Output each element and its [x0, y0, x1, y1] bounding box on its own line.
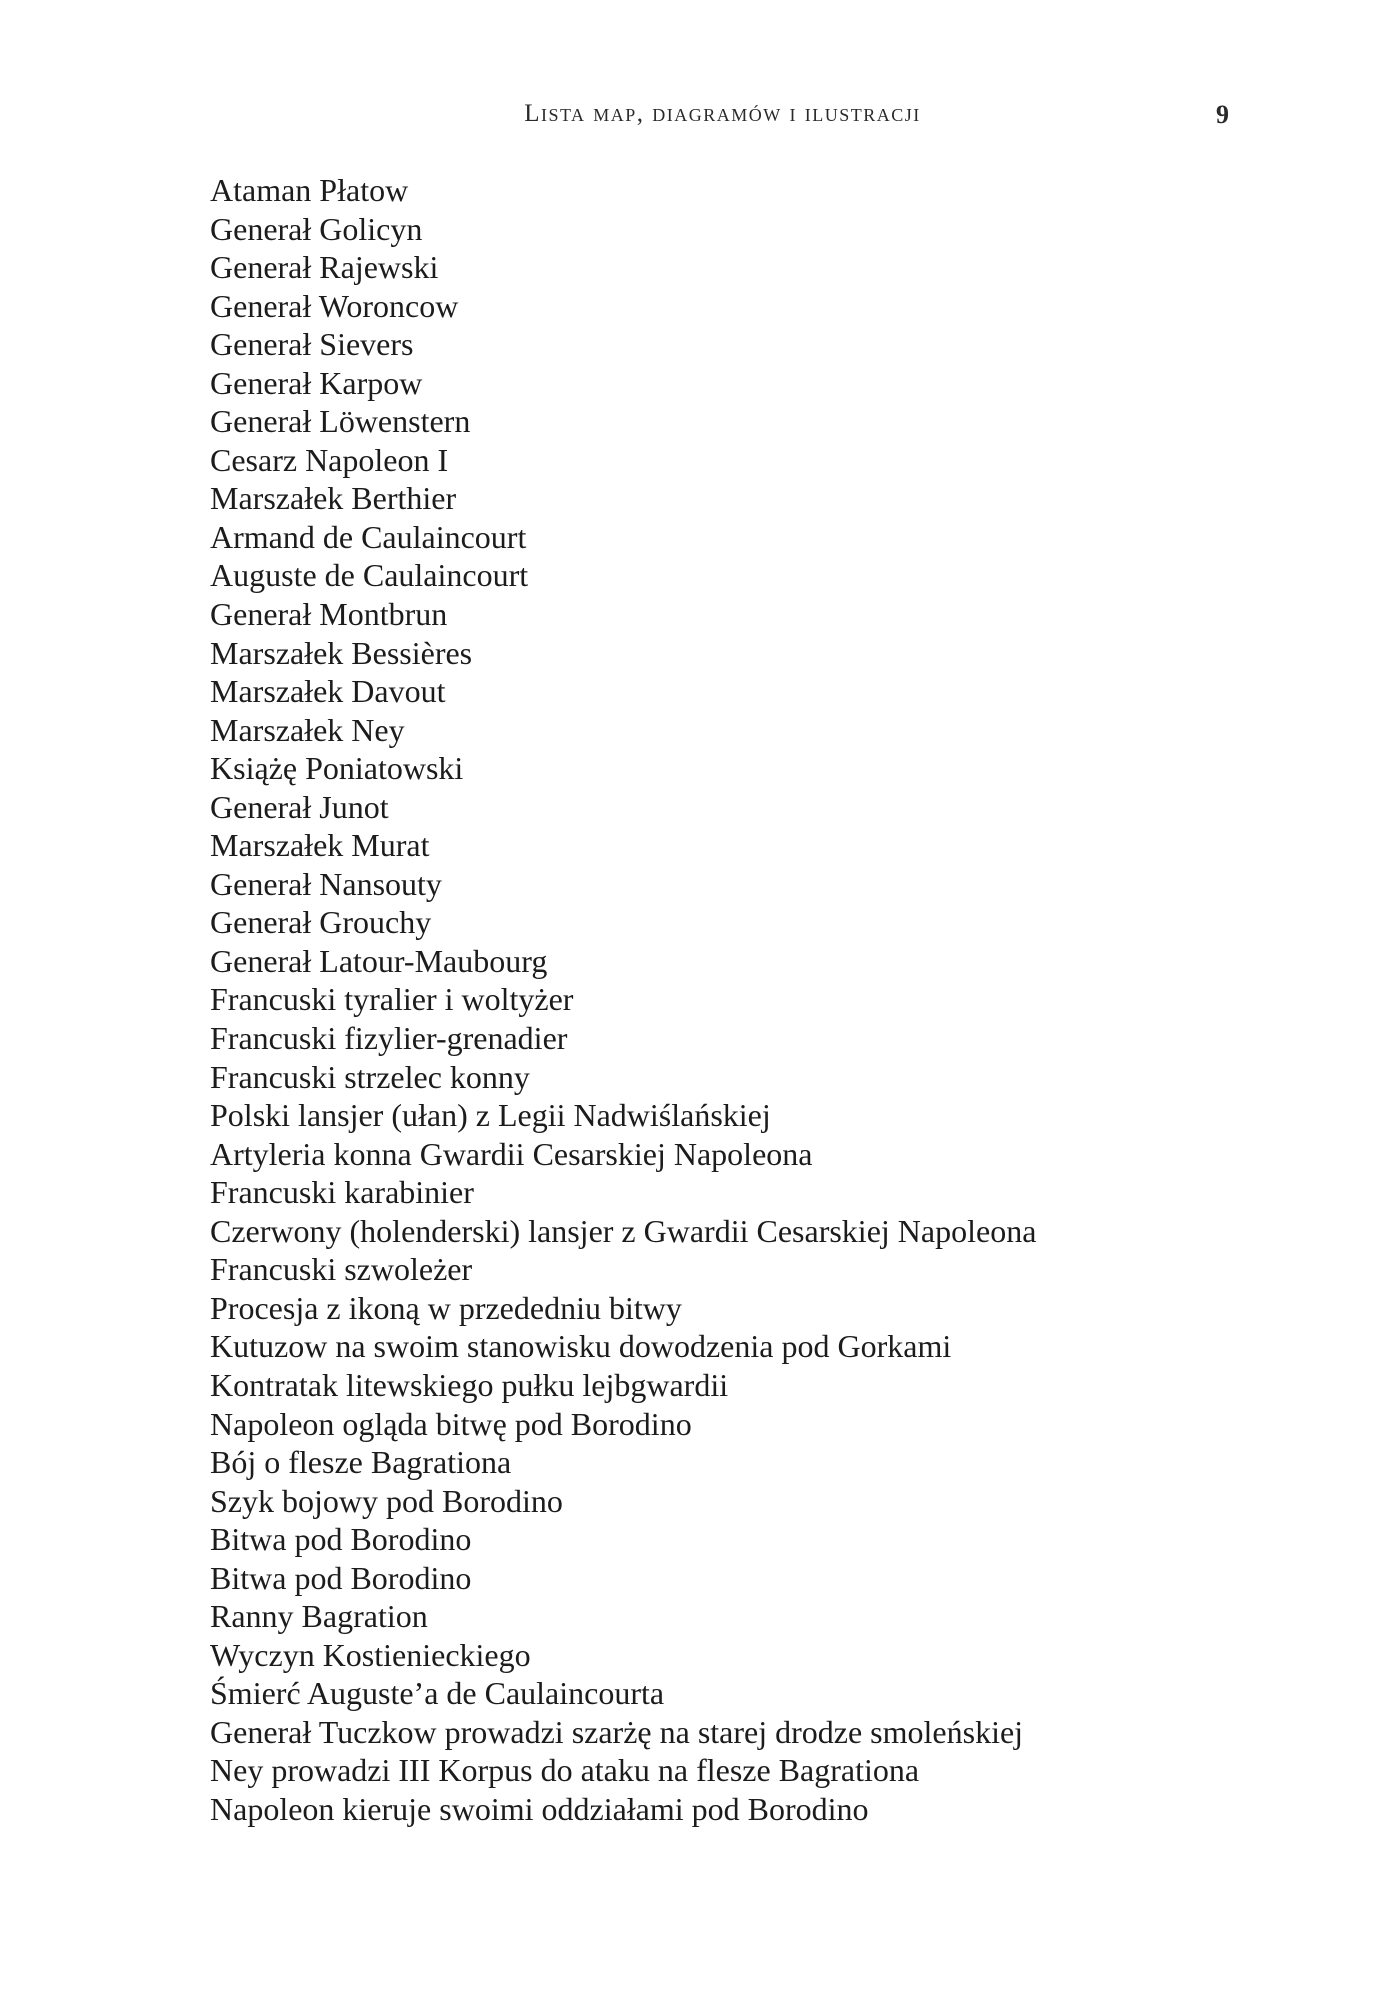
list-item: Francuski fizylier-grenadier: [210, 1020, 568, 1057]
list-item: Generał Junot: [210, 788, 389, 825]
list-item: Śmierć Auguste’a de Caulaincourta: [210, 1675, 665, 1712]
list-item: Generał Montbrun: [210, 596, 448, 633]
list-item: Czerwony (holenderski) lansjer z Gwardii Cesarskiej Napoleona: [210, 1212, 1037, 1249]
list-item: Generał Woroncow: [210, 287, 459, 324]
list-item: Napoleon ogląda bitwę pod Borodino: [210, 1405, 692, 1442]
list-item: Szyk bojowy pod Borodino: [210, 1482, 563, 1519]
list-item: Marszałek Murat: [210, 827, 430, 864]
list-item: Polski lansjer (ułan) z Legii Nadwiślańskiej: [210, 1097, 771, 1134]
list-item: Generał Nansouty: [210, 865, 442, 902]
list-item: Cesarz Napoleon I: [210, 441, 449, 478]
list-item: Książę Poniatowski: [210, 750, 464, 787]
illustration-list: [210, 171, 1210, 1829]
list-item: Kontratak litewskiego pułku lejbgwardii: [210, 1366, 729, 1403]
list-item: Francuski tyralier i woltyżer: [210, 981, 574, 1018]
list-item: Ney prowadzi III Korpus do ataku na flesze Bagrationa: [210, 1752, 920, 1789]
list-item: Generał Löwenstern: [210, 403, 471, 440]
list-item: Wyczyn Kostienieckiego: [210, 1636, 531, 1673]
list-item: Marszałek Berthier: [210, 480, 457, 517]
list-item: Ranny Bagration: [210, 1598, 428, 1635]
list-item: Generał Grouchy: [210, 904, 432, 941]
list-item: Marszałek Bessières: [210, 634, 473, 671]
list-item: Generał Rajewski: [210, 249, 439, 286]
list-item: Procesja z ikoną w przededniu bitwy: [210, 1289, 682, 1326]
list-item: Generał Latour-Maubourg: [210, 942, 548, 979]
list-item: Francuski strzelec konny: [210, 1058, 530, 1095]
running-title: Lista map, diagramów i ilustracji: [524, 100, 921, 127]
list-item: Artyleria konna Gwardii Cesarskiej Napoleona: [210, 1135, 813, 1172]
list-item: Bój o flesze Bagrationa: [210, 1444, 512, 1481]
list-item: Marszałek Ney: [210, 711, 405, 748]
list-item: Ataman Płatow: [210, 172, 409, 208]
list-item: Francuski karabinier: [210, 1174, 474, 1211]
list-item: Generał Tuczkow prowadzi szarżę na starej drodze smoleńskiej: [210, 1713, 1024, 1750]
page-number: 9: [1216, 100, 1229, 129]
list-item: Generał Sievers: [210, 326, 414, 363]
list-item: Generał Golicyn: [210, 210, 423, 247]
list-item: Bitwa pod Borodino: [210, 1559, 472, 1596]
list-item: Francuski szwoleżer: [210, 1251, 473, 1288]
running-head: [0, 100, 1400, 140]
list-item: Kutuzow na swoim stanowisku dowodzenia pod Gorkami: [210, 1328, 952, 1365]
list-item: Generał Karpow: [210, 364, 423, 401]
list-item: Auguste de Caulaincourt: [210, 557, 529, 594]
list-item: Napoleon kieruje swoimi oddziałami pod Borodino: [210, 1790, 869, 1827]
list-item: Marszałek Davout: [210, 673, 446, 710]
list-item: Armand de Caulaincourt: [210, 518, 527, 555]
list-item: Bitwa pod Borodino: [210, 1521, 472, 1558]
